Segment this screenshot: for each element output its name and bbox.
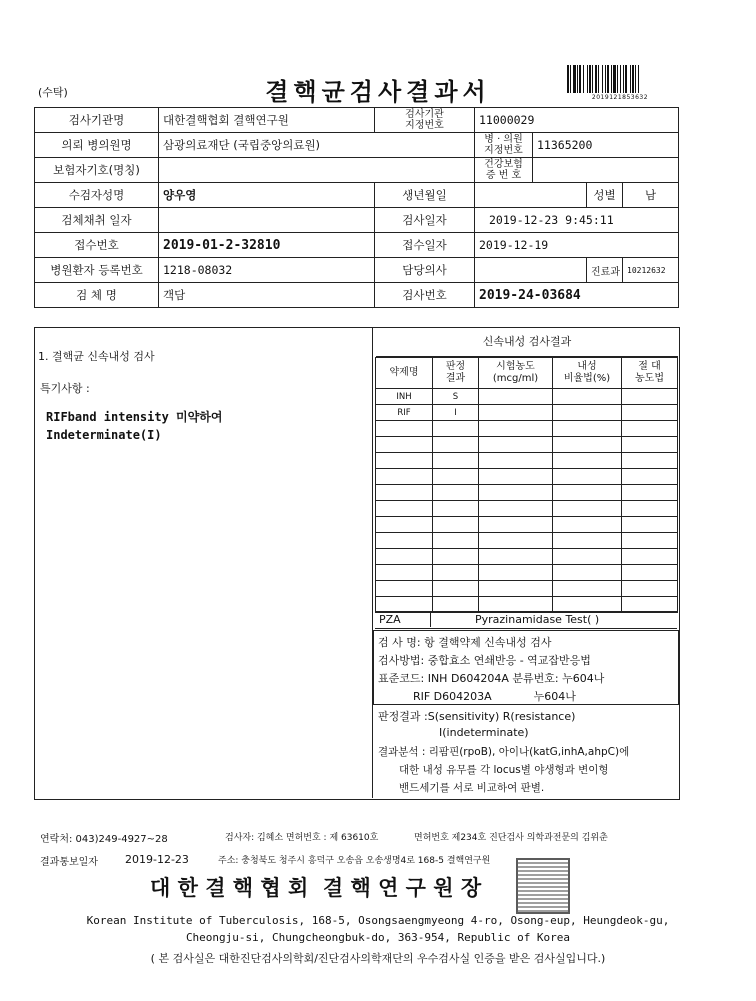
table-cell (376, 501, 433, 517)
certification: ( 본 검사실은 대한진단검사의학회/진단검사의학재단의 우수검사실 인증을 받은 검사실입니다.) (150, 952, 606, 965)
table-cell (479, 389, 553, 405)
table-row (376, 421, 678, 437)
table-cell (376, 533, 433, 549)
table-cell: I (433, 405, 479, 421)
col-concentration: 시험농도 (mcg/ml) (479, 358, 553, 389)
info-table (34, 107, 679, 308)
test-no-label: 검사번호 (375, 283, 475, 308)
method-line4: RIF D604203A 누604나 (378, 690, 576, 703)
table-cell (433, 469, 479, 485)
contact: 연락처: 043)249-4927~28 (40, 834, 168, 845)
table-cell (479, 421, 553, 437)
test-date-label: 검사일자 (375, 208, 475, 233)
test-no-value: 2019-24-03684 (475, 283, 679, 308)
table-cell (433, 549, 479, 565)
table-cell (622, 485, 678, 501)
table-row (376, 485, 678, 501)
table-cell (622, 421, 678, 437)
table-cell (622, 405, 678, 421)
col-result: 판정 결과 (433, 358, 479, 389)
table-cell (376, 581, 433, 597)
table-cell (433, 485, 479, 501)
inst-code-value: 11000029 (475, 108, 679, 133)
barcode-bar (639, 65, 641, 93)
table-cell (433, 517, 479, 533)
table-cell (553, 453, 622, 469)
report-date: 2019-12-23 (125, 853, 189, 866)
barcode-number: 2019121853632 (591, 94, 649, 101)
table-cell (553, 581, 622, 597)
table-cell (553, 437, 622, 453)
test-date-value: 2019-12-23 9:45:11 (475, 208, 679, 233)
table-cell (479, 469, 553, 485)
table-cell (433, 453, 479, 469)
table-cell (479, 549, 553, 565)
doctor-label: 담당의사 (375, 258, 475, 283)
col-drug: 약제명 (376, 358, 433, 389)
insurer-value (159, 158, 475, 183)
table-cell (376, 469, 433, 485)
test-name: 1. 결핵균 신속내성 검사 (38, 350, 155, 363)
address-en1: Korean Institute of Tuberculosis, 168-5, Osongsaengmyeong 4-ro, Osong-eup, Heungdeok-gu, (86, 914, 670, 927)
table-cell (433, 421, 479, 437)
table-row (376, 437, 678, 453)
specimen-value: 객담 (159, 283, 375, 308)
table-row (376, 389, 678, 405)
table-row (376, 501, 678, 517)
table-cell (553, 405, 622, 421)
birth-value (475, 183, 587, 208)
patient-label: 수검자성명 (35, 183, 159, 208)
dept-label: 진료과 (587, 258, 623, 283)
hosp-code-label: 병 · 의원 지정번호 (475, 133, 533, 158)
table-cell (622, 469, 678, 485)
table-cell (622, 517, 678, 533)
table-cell (433, 565, 479, 581)
patient-value: 양우영 (159, 183, 375, 208)
table-cell (553, 421, 622, 437)
table-cell (376, 549, 433, 565)
dept-value: 10212632 (623, 258, 679, 283)
table-row (376, 533, 678, 549)
sex-value: 남 (623, 183, 679, 208)
copy-type: (수탁) (38, 86, 68, 99)
table-row (376, 565, 678, 581)
report-date-label: 결과통보일자 (40, 857, 98, 868)
barcode (567, 65, 671, 93)
table-cell (376, 565, 433, 581)
table-cell (622, 437, 678, 453)
address-kr: 주소: 충청북도 청주시 흥덕구 오송읍 오송생명4로 168-5 결핵연구원 (218, 856, 491, 866)
table-cell (433, 437, 479, 453)
doctor-value (475, 258, 587, 283)
receipt-date-label: 접수일자 (375, 233, 475, 258)
table-cell (622, 581, 678, 597)
method-line3: 표준코드: INH D604204A 분류번호: 누604나 (378, 672, 605, 685)
body-divider (372, 327, 373, 798)
table-row (376, 405, 678, 421)
table-cell: RIF (376, 405, 433, 421)
table-row (376, 469, 678, 485)
table-cell (479, 437, 553, 453)
sample-date-label: 검체채취 일자 (35, 208, 159, 233)
inst-code-label: 검사기관 지정번호 (375, 108, 475, 133)
method-line1: 검 사 명: 항 결핵약제 신속내성 검사 (378, 636, 552, 649)
table-cell (479, 453, 553, 469)
receipt-date-value: 2019-12-19 (475, 233, 679, 258)
interp-line1: 판정결과 :S(sensitivity) R(resistance) (378, 710, 576, 723)
table-row (376, 581, 678, 597)
hosp-code-value: 11365200 (533, 133, 679, 158)
table-cell (553, 389, 622, 405)
col-absolute: 절 대 농도법 (622, 358, 678, 389)
institution-value: 대한결핵협회 결핵연구원 (159, 108, 375, 133)
susceptibility-title: 신속내성 검사결과 (376, 328, 678, 357)
table-cell (479, 517, 553, 533)
susceptibility-table (375, 357, 678, 613)
table-cell (553, 549, 622, 565)
table-cell: INH (376, 389, 433, 405)
table-cell (479, 405, 553, 421)
pza-row (375, 611, 677, 629)
receipt-no-label: 접수번호 (35, 233, 159, 258)
address-en2: Cheongju-si, Chungcheongbuk-do, 363-954, Republic of Korea (185, 931, 571, 944)
table-cell (553, 517, 622, 533)
license: 면허번호 제234호 진단검사 의학과전문의 김위춘 (414, 833, 608, 843)
table-cell (433, 501, 479, 517)
remark-line2: Indeterminate(I) (46, 428, 162, 442)
health-value (533, 158, 679, 183)
table-cell (622, 389, 678, 405)
table-cell (553, 469, 622, 485)
table-cell (376, 421, 433, 437)
sample-date-value (159, 208, 375, 233)
table-cell (433, 533, 479, 549)
table-cell (376, 437, 433, 453)
method-line2: 검사방법: 중합효소 연쇄반응 - 역교잡반응법 (378, 654, 591, 667)
pza-divider (430, 611, 431, 627)
hospital-value: 삼광의료재단 (국립중앙의료원) (159, 133, 475, 158)
table-cell (622, 533, 678, 549)
institution-label: 검사기관명 (35, 108, 159, 133)
table-cell (553, 565, 622, 581)
table-cell (553, 533, 622, 549)
pza-value: Pyrazinamidase Test( ) (475, 613, 600, 626)
table-cell (553, 501, 622, 517)
table-cell (376, 453, 433, 469)
table-cell (622, 453, 678, 469)
table-cell (479, 501, 553, 517)
table-cell (479, 581, 553, 597)
table-cell (622, 501, 678, 517)
table-cell (622, 565, 678, 581)
reg-no-label: 병원환자 등록번호 (35, 258, 159, 283)
table-cell: S (433, 389, 479, 405)
birth-label: 생년월일 (375, 183, 475, 208)
health-label: 건강보험 증 번 호 (475, 158, 533, 183)
interp-line4: 대한 내성 유무를 각 locus별 야생형과 변이형 (399, 764, 609, 776)
table-cell (479, 533, 553, 549)
col-ratio: 내성 비율법(%) (553, 358, 622, 389)
pza-label: PZA (379, 613, 401, 626)
table-cell (433, 581, 479, 597)
table-row (376, 453, 678, 469)
official-seal (516, 858, 570, 914)
specimen-label: 검 체 명 (35, 283, 159, 308)
remarks-label: 특기사항 : (40, 382, 90, 395)
table-row (376, 549, 678, 565)
table-row (376, 517, 678, 533)
receipt-no-value: 2019-01-2-32810 (159, 233, 375, 258)
interp-line3: 결과분석 : 리팜핀(rpoB), 아이나(katG,inhA,ahpC)에 (378, 746, 630, 758)
table-cell (376, 485, 433, 501)
examiner: 검사자: 김혜소 면허번호 : 제 63610호 (225, 833, 379, 843)
reg-no-value: 1218-08032 (159, 258, 375, 283)
org-name: 대 한 결 핵 협 회 결 핵 연 구 원 장 (150, 875, 482, 900)
sex-label: 성별 (587, 183, 623, 208)
page-title: 결핵균검사결과서 (265, 78, 491, 106)
table-cell (479, 565, 553, 581)
table-cell (376, 517, 433, 533)
table-cell (479, 485, 553, 501)
table-cell (553, 485, 622, 501)
insurer-label: 보험자기호(명칭) (35, 158, 159, 183)
remark-line1: RIFband intensity 미약하여 (46, 410, 223, 424)
hospital-label: 의뢰 병의원명 (35, 133, 159, 158)
interp-line5: 밴드세기를 서로 비교하여 판별. (399, 782, 545, 794)
table-cell (622, 549, 678, 565)
interp-line2: I(indeterminate) (439, 726, 529, 739)
